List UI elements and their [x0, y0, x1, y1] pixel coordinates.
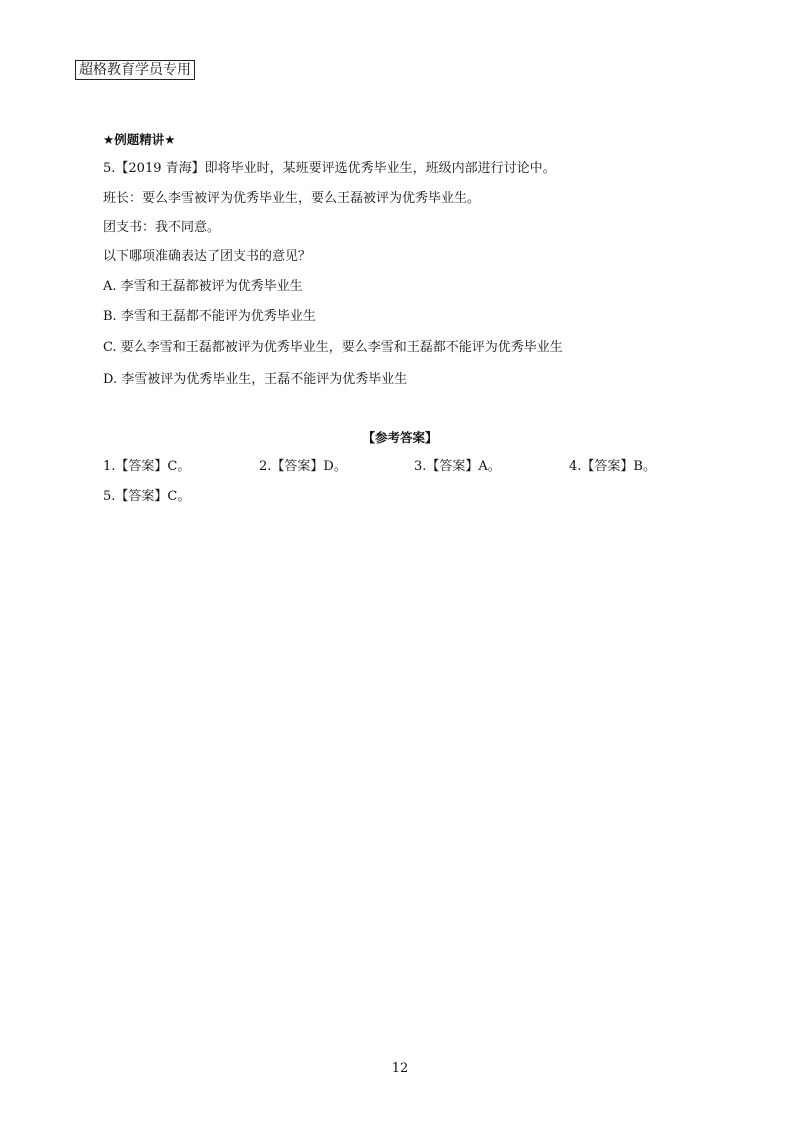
answer-item: 5.【答案】C。	[103, 489, 191, 504]
question-line: 班长：要么李雪被评为优秀毕业生，要么王磊被评为优秀毕业生。	[103, 191, 481, 206]
option-d: D. 李雪被评为优秀毕业生，王磊不能评为优秀毕业生	[103, 372, 408, 387]
question-line: 以下哪项准确表达了团支书的意见？	[103, 249, 312, 264]
answer-item: 2.【答案】D。	[259, 459, 347, 474]
watermark-header: 超格教育学员专用	[75, 60, 195, 80]
answer-item: 3.【答案】A。	[414, 459, 501, 474]
question-line: 团支书：我不同意。	[103, 220, 221, 235]
answers-title: 【参考答案】	[362, 430, 438, 445]
option-c: C. 要么李雪和王磊都被评为优秀毕业生，要么李雪和王磊都不能评为优秀毕业生	[103, 340, 563, 355]
answer-item: 4.【答案】B。	[569, 459, 656, 474]
page-number: 12	[391, 1061, 409, 1076]
option-b: B. 李雪和王磊都不能评为优秀毕业生	[103, 309, 316, 324]
section-title: ★例题精讲★	[103, 132, 176, 147]
answer-item: 1.【答案】C。	[103, 459, 191, 474]
option-a: A. 李雪和王磊都被评为优秀毕业生	[103, 279, 303, 294]
question-stem: 5.【2019 青海】即将毕业时，某班要评选优秀毕业生，班级内部进行讨论中。	[103, 161, 556, 176]
